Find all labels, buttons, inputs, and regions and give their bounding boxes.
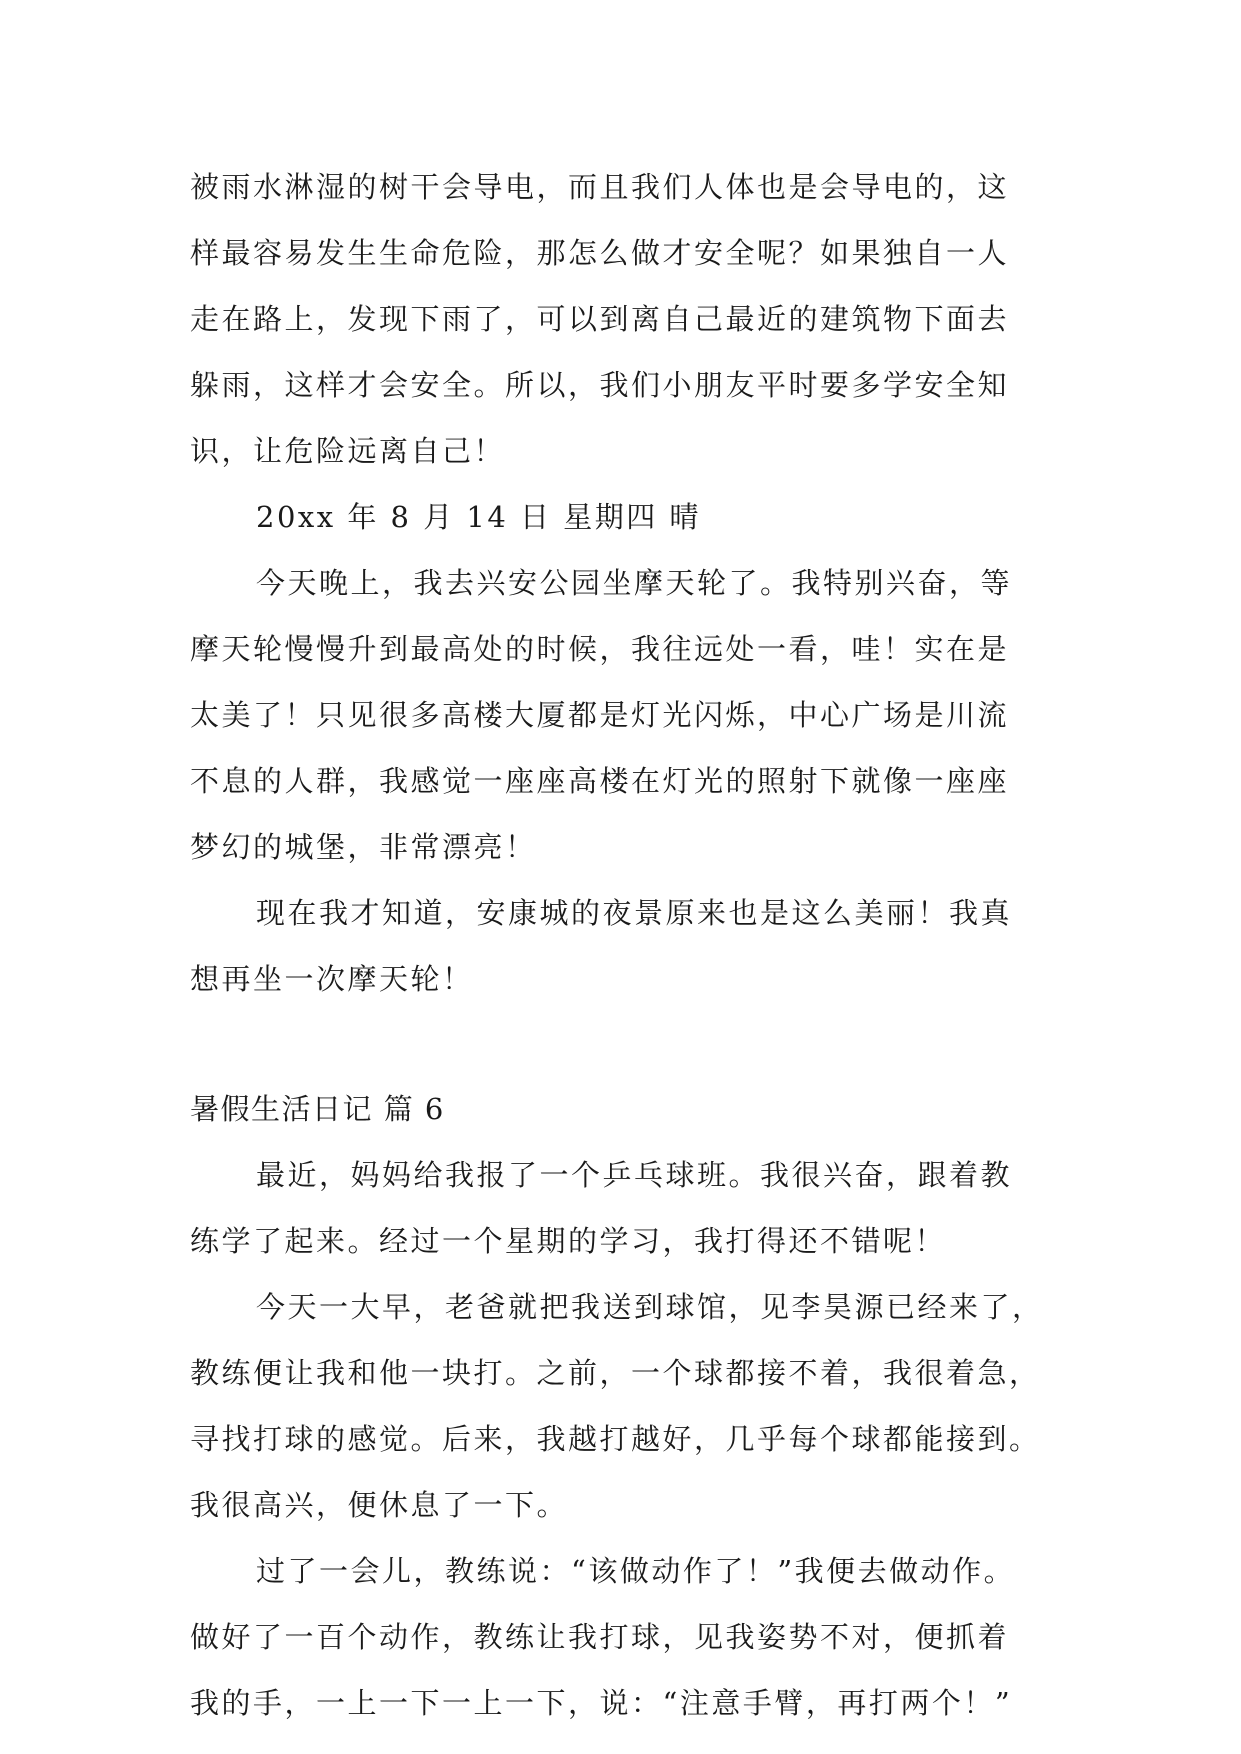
paragraph-line: 太美了！只见很多高楼大厦都是灯光闪烁，中心广场是川流	[190, 698, 1010, 732]
paragraph-line: 寻找打球的感觉。后来，我越打越好，几乎每个球都能接到。	[190, 1422, 1041, 1456]
paragraph-line: 走在路上，发现下雨了，可以到离自己最近的建筑物下面去	[190, 302, 1010, 336]
paragraph-line: 想再坐一次摩天轮！	[190, 962, 474, 996]
paragraph-line: 过了一会儿，教练说：“该做动作了！”我便去做动作。	[256, 1554, 1016, 1588]
paragraph-line: 我的手，一上一下一上一下，说：“注意手臂，再打两个！”	[190, 1686, 1013, 1720]
paragraph-line: 样最容易发生生命危险，那怎么做才安全呢？如果独自一人	[190, 236, 1010, 270]
paragraph-line: 最近，妈妈给我报了一个乒乓球班。我很兴奋，跟着教	[256, 1158, 1013, 1192]
paragraph-line: 躲雨，这样才会安全。所以，我们小朋友平时要多学安全知	[190, 368, 1010, 402]
paragraph-line: 今天晚上，我去兴安公园坐摩天轮了。我特别兴奋，等	[256, 566, 1013, 600]
paragraph-line: 现在我才知道，安康城的夜景原来也是这么美丽！我真	[256, 896, 1013, 930]
paragraph-line: 练学了起来。经过一个星期的学习，我打得还不错呢！	[190, 1224, 947, 1258]
paragraph-line: 识，让危险远离自己！	[190, 434, 506, 468]
paragraph-line: 教练便让我和他一块打。之前，一个球都接不着，我很着急，	[190, 1356, 1041, 1390]
paragraph-line: 做好了一百个动作，教练让我打球，见我姿势不对，便抓着	[190, 1620, 1010, 1654]
section-heading: 暑假生活日记 篇 6	[190, 1092, 445, 1126]
paragraph-line: 不息的人群，我感觉一座座高楼在灯光的照射下就像一座座	[190, 764, 1010, 798]
diary-date-line: 20xx 年 8 月 14 日 星期四 晴	[256, 500, 701, 534]
paragraph-line: 今天一大早，老爸就把我送到球馆，见李昊源已经来了，	[256, 1290, 1044, 1324]
paragraph-line: 被雨水淋湿的树干会导电，而且我们人体也是会导电的，这	[190, 170, 1010, 204]
paragraph-line: 摩天轮慢慢升到最高处的时候，我往远处一看，哇！实在是	[190, 632, 1010, 666]
paragraph-line: 我很高兴，便休息了一下。	[190, 1488, 569, 1522]
paragraph-line: 梦幻的城堡，非常漂亮！	[190, 830, 537, 864]
